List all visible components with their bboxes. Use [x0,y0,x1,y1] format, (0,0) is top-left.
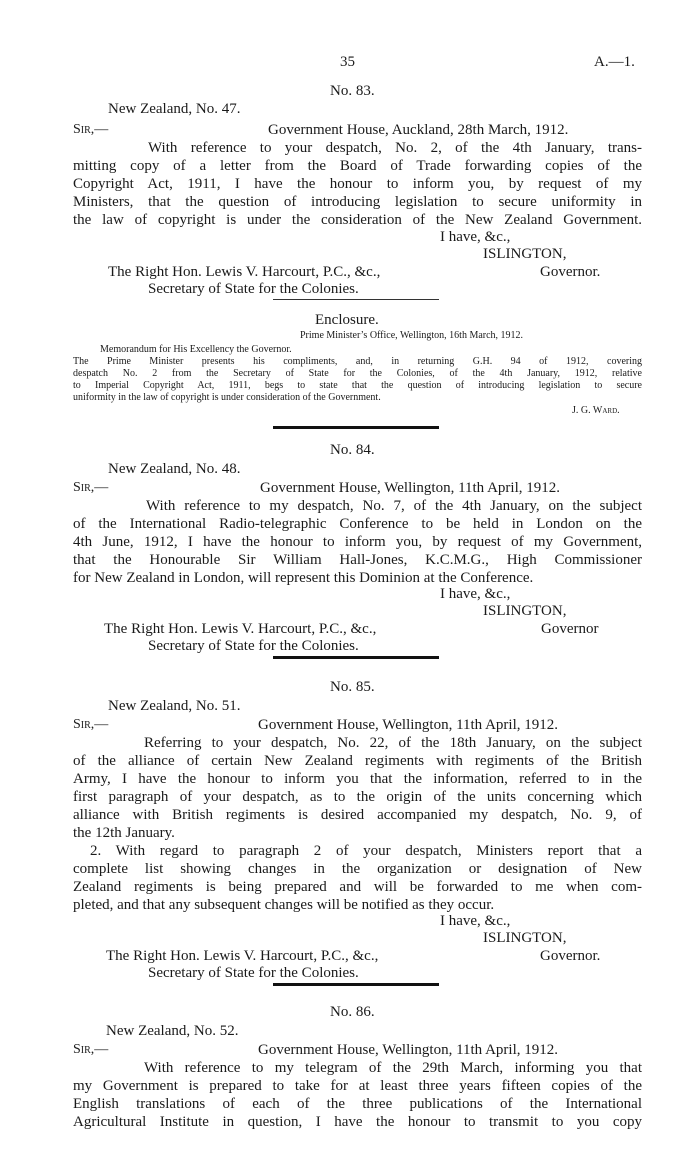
enclosure-line: The Prime Minister presents his compliments, and, in returning G.H. 94 of 1912, covering [73,356,642,367]
letter-location-date: Government House, Wellington, 11th April, 1912. [260,480,561,496]
letter-number: No. 85. [330,679,375,695]
closing: I have, &c., [440,913,511,929]
enclosure-line: to Imperial Copyright Act, 1911, begs to state that the question of introducing legislation to secure [73,380,642,391]
dispatch-reference: New Zealand, No. 47. [108,101,241,117]
section-divider [273,656,439,659]
document-reference: A.—1. [594,54,635,70]
salutation: Sir,— [73,717,109,732]
addressee-title: Secretary of State for the Colonies. [148,965,359,981]
body-line: With reference to my telegram of the 29th March, informing you that [144,1060,642,1076]
body-line: complete list showing changes in the organization or designation of New [73,861,642,877]
salutation: Sir,— [73,1042,109,1057]
body-line: Army, I have the honour to inform you that the information, referred to in the [73,771,642,787]
dispatch-reference: New Zealand, No. 48. [108,461,241,477]
dispatch-reference: New Zealand, No. 52. [106,1023,239,1039]
signer-name: ISLINGTON, [483,603,567,619]
enclosure-signature: J. G. Ward. [572,405,620,416]
closing: I have, &c., [440,586,511,602]
section-divider [273,983,439,986]
addressee: The Right Hon. Lewis V. Harcourt, P.C., &c., [106,948,379,964]
signer-title: Governor. [540,264,601,280]
body-line: Copyright Act, 1911, I have the honour to inform you, by request of my [73,176,642,192]
letter-location-date: Government House, Wellington, 11th April, 1912. [258,1042,559,1058]
body-line: 2. With regard to paragraph 2 of your despatch, Ministers report that a [90,843,642,859]
letter-number: No. 83. [330,83,375,99]
body-line: With reference to my despatch, No. 7, of the 4th January, on the subject [146,498,642,514]
body-line: of the alliance of certain New Zealand regiments with regiments of the British [73,753,642,769]
addressee-title: Secretary of State for the Colonies. [148,638,359,654]
body-line: of the International Radio-telegraphic Conference to be held in London on the [73,516,642,532]
enclosure-heading: Enclosure. [315,312,379,328]
enclosure-line: despatch No. 2 from the Secretary of State for the Colonies, of the 4th January, 1912, relative [73,368,642,379]
body-line: that the Honourable Sir William Hall-Jones, K.C.M.G., High Commissioner [73,552,642,568]
signer-title: Governor [541,621,599,637]
addressee-title: Secretary of State for the Colonies. [148,281,359,297]
body-line: my Government is prepared to take for at least three years fifteen copies of the [73,1078,642,1094]
addressee: The Right Hon. Lewis V. Harcourt, P.C., &c., [104,621,377,637]
body-line: the law of copyright is under the consideration of the New Zealand Government. [73,212,642,228]
body-line: Referring to your despatch, No. 22, of the 18th January, on the subject [144,735,642,751]
body-line: 4th June, 1912, I have the honour to inform you, by request of my Government, [73,534,642,550]
section-divider [273,426,439,429]
body-line: Agricultural Institute in question, I have the honour to transmit to you copy [73,1114,642,1130]
closing: I have, &c., [440,229,511,245]
body-line: Ministers, that the question of introducing legislation to secure uniformity in [73,194,642,210]
body-line: the 12th January. [73,825,175,841]
signer-title: Governor. [540,948,601,964]
body-line: alliance with British regiments is desired accompanied my despatch, No. 9, of [73,807,642,823]
letter-location-date: Government House, Wellington, 11th April, 1912. [258,717,559,733]
salutation: Sir,— [73,480,109,495]
dispatch-reference: New Zealand, No. 51. [108,698,241,714]
letter-location-date: Government House, Auckland, 28th March, 1912. [268,122,569,138]
body-line: first paragraph of your despatch, as to the origin of the units concerning which [73,789,642,805]
enclosure-office: Prime Minister’s Office, Wellington, 16th March, 1912. [300,330,524,341]
body-line: for New Zealand in London, will represent this Dominion at the Conference. [73,570,534,586]
body-line: English translations of each of the three publications of the International [73,1096,642,1112]
salutation: Sir,— [73,122,109,137]
letter-number: No. 86. [330,1004,375,1020]
body-line: pleted, and that any subsequent changes will be notified as they occur. [73,897,495,913]
signer-name: ISLINGTON, [483,930,567,946]
enclosure-memo: Memorandum for His Excellency the Governor. [100,344,292,355]
page-number: 35 [340,54,355,70]
body-line: With reference to your despatch, No. 2, of the 4th January, trans- [148,140,642,156]
enclosure-line: uniformity in the law of copyright is under consideration of the Government. [73,392,381,403]
signer-name: ISLINGTON, [483,246,567,262]
body-line: mitting copy of a letter from the Board of Trade forwarding copies of the [73,158,642,174]
addressee: The Right Hon. Lewis V. Harcourt, P.C., &c., [108,264,381,280]
body-line: Zealand regiments is being prepared and will be forwarded to me when com- [73,879,642,895]
letter-number: No. 84. [330,442,375,458]
section-divider [273,299,439,300]
